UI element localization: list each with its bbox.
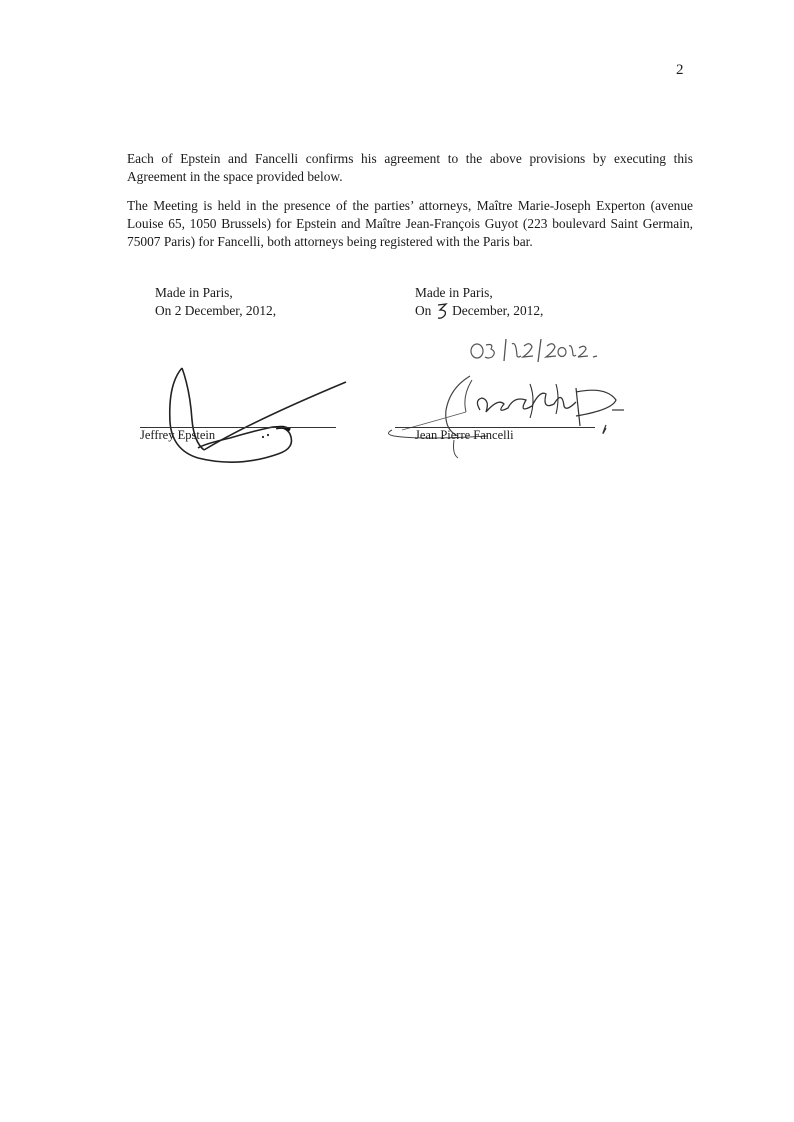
confirmation-paragraph: Each of Epstein and Fancelli confirms his agreement to the above provisions by executing this Agreement in the space provided below. xyxy=(127,151,693,184)
right-signature-block xyxy=(415,284,543,320)
right-signatory-name: Jean Pierre Fancelli xyxy=(415,428,514,442)
right-date-suffix: December, 2012, xyxy=(452,303,544,318)
right-place: Made in Paris, xyxy=(415,285,493,300)
attorneys-paragraph: The Meeting is held in the presence of the parties’ attorneys, Maître Marie-Joseph Experton (avenue Louise 65, 1050 Brussels) for Epstein and Maître Jean-François Guyot (223 boulevard Saint Germain, 75007 Paris) for Fancelli, both attorneys being registered with the Paris bar. xyxy=(127,198,693,249)
handwritten-date xyxy=(466,336,616,366)
right-date-prefix: On xyxy=(415,303,432,318)
left-signature-block xyxy=(155,284,276,320)
handwritten-day-number xyxy=(435,302,449,320)
left-place: Made in Paris, xyxy=(155,285,233,300)
left-signatory-name: Jeffrey Epstein xyxy=(140,428,216,442)
page-number: 2 xyxy=(676,62,684,78)
fancelli-signature xyxy=(380,370,640,465)
epstein-signature xyxy=(160,362,360,472)
left-date: On 2 December, 2012, xyxy=(155,303,277,318)
right-date xyxy=(415,302,543,320)
